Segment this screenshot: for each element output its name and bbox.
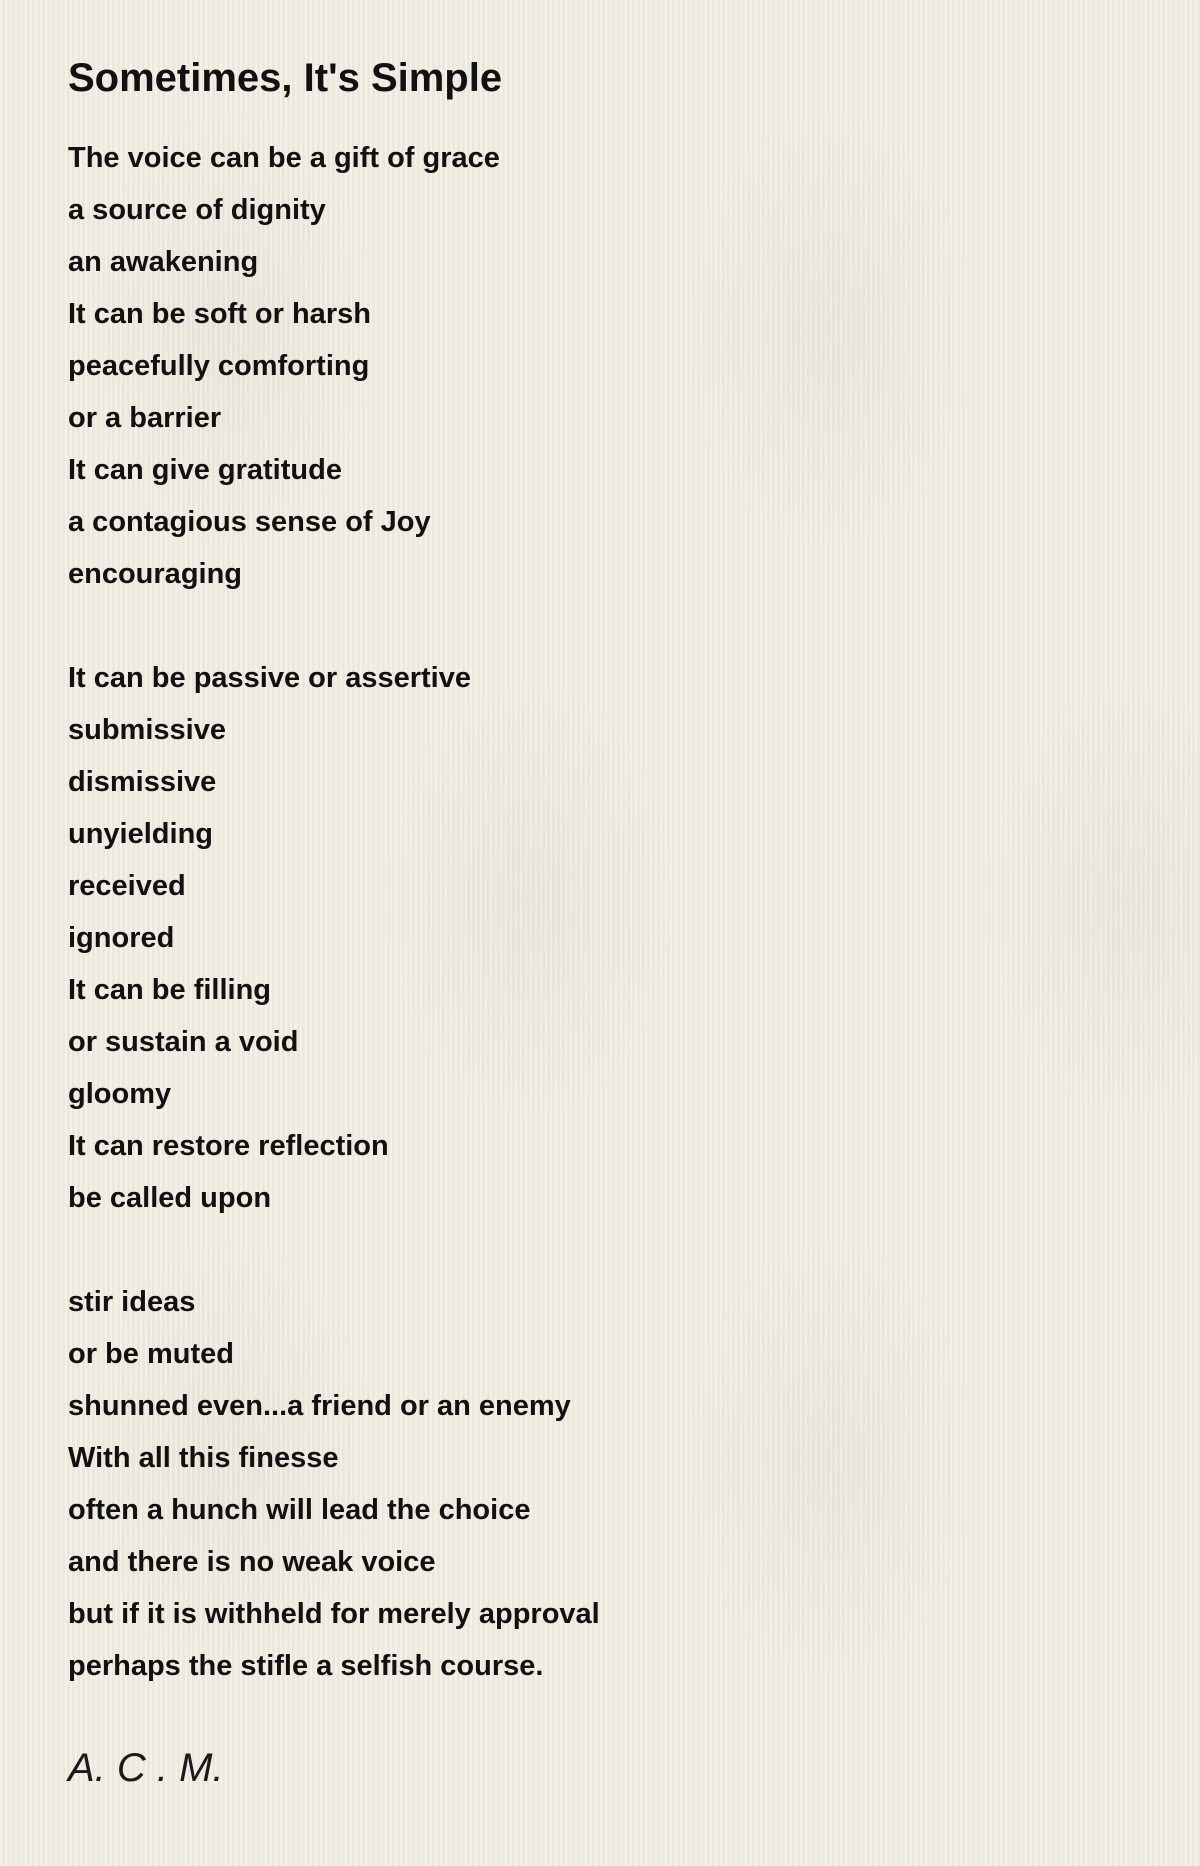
poem-line: dismissive <box>68 766 217 798</box>
poem-line: be called upon <box>68 1182 272 1214</box>
poem-body <box>68 132 1128 1692</box>
poem-page <box>68 48 1128 1796</box>
poem-line: With all this finesse <box>68 1442 339 1474</box>
poem-line: submissive <box>68 714 226 746</box>
poem-line: an awakening <box>68 246 259 278</box>
poem-line: often a hunch will lead the choice <box>68 1494 531 1526</box>
poem-title: Sometimes, It's Simple <box>68 56 503 100</box>
poem-line: It can be soft or harsh <box>68 298 371 330</box>
poem-line: a contagious sense of Joy <box>68 506 431 538</box>
poem-line: or be muted <box>68 1338 234 1370</box>
poem-line: It can give gratitude <box>68 454 342 486</box>
poem-author: A. C . M. <box>68 1746 224 1790</box>
poem-line: shunned even...a friend or an enemy <box>68 1390 571 1422</box>
poem-line: and there is no weak voice <box>68 1546 436 1578</box>
poem-line: It can be passive or assertive <box>68 662 471 694</box>
poem-line: or sustain a void <box>68 1026 299 1058</box>
poem-line: perhaps the stifle a selfish course. <box>68 1650 544 1682</box>
poem-line: peacefully comforting <box>68 350 370 382</box>
poem-line: a source of dignity <box>68 194 326 226</box>
poem-line: but if it is withheld for merely approval <box>68 1598 600 1630</box>
poem-line: It can be filling <box>68 974 272 1006</box>
poem-line: stir ideas <box>68 1286 196 1318</box>
stanza-3 <box>68 1276 1128 1692</box>
poem-line: gloomy <box>68 1078 172 1110</box>
poem-line: It can restore reflection <box>68 1130 389 1162</box>
poem-line: ignored <box>68 922 175 954</box>
poem-line: unyielding <box>68 818 213 850</box>
stanza-1 <box>68 132 1128 600</box>
poem-line: or a barrier <box>68 402 222 434</box>
poem-line: The voice can be a gift of grace <box>68 142 500 174</box>
poem-line: received <box>68 870 186 902</box>
poem-line: encouraging <box>68 558 243 590</box>
stanza-2 <box>68 652 1128 1224</box>
